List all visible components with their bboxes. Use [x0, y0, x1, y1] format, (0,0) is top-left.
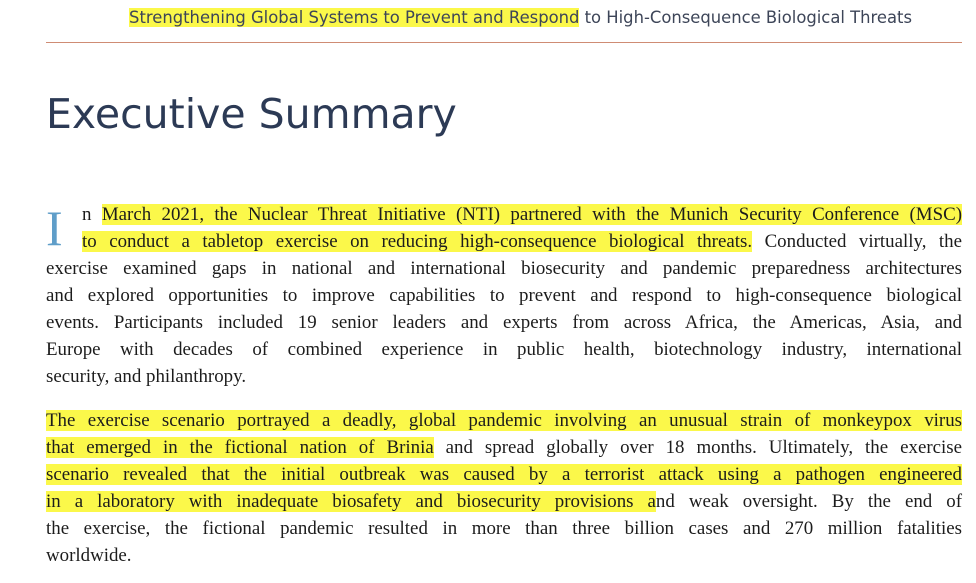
paragraph-2-line-3 — [46, 461, 962, 488]
text-run: n — [82, 204, 102, 225]
paragraph-2-line-1 — [46, 407, 962, 434]
paragraph-2 — [46, 407, 962, 569]
paragraph-2-line-2 — [46, 434, 962, 461]
highlighted-text: that emerged in the fictional nation of Brinia — [46, 437, 434, 458]
paragraph-1-line-6: Europe with decades of combined experience in public health, biotechnology industry, international — [46, 339, 962, 360]
paragraph-1-line-7: security, and philanthropy. — [46, 366, 247, 387]
paragraph-1-line-1 — [46, 201, 962, 228]
running-header-rest: to High-Consequence Biological Threats — [579, 8, 912, 27]
highlighted-text: scenario revealed that the initial outbreak was caused by a terrorist attack using a pathogen engineered — [46, 464, 962, 485]
paragraph-1-line-5: events. Participants included 19 senior leaders and experts from across Africa, the Americas, Asia, and — [46, 312, 962, 333]
drop-cap: I — [46, 200, 63, 256]
highlighted-text: in a laboratory with inadequate biosafety and biosecurity provisions a — [46, 491, 656, 512]
highlighted-text: The exercise scenario portrayed a deadly, global pandemic involving an unusual strain of monkeypox virus — [46, 410, 962, 431]
running-header-highlight: Strengthening Global Systems to Prevent and Respond — [129, 8, 580, 27]
paragraph-2-line-5: the exercise, the fictional pandemic resulted in more than three billion cases and 270 million fatalities — [46, 518, 962, 539]
running-header — [0, 8, 912, 27]
paragraph-1-line-3: exercise examined gaps in national and international biosecurity and pandemic preparedness architectures — [46, 258, 962, 279]
paragraph-1-line-4: and explored opportunities to improve capabilities to prevent and respond to high-consequence biological — [46, 285, 962, 306]
highlighted-text: March 2021, the Nuclear Threat Initiative (NTI) partnered with the Munich Security Conference (MSC) — [101, 204, 963, 225]
highlighted-text: to conduct a tabletop exercise on reducing high-consequence biological threats. — [82, 231, 753, 252]
text-run: Conducted virtually, the — [752, 231, 962, 252]
text-run: nd weak oversight. By the end of — [655, 491, 962, 512]
text-run: and spread globally over 18 months. Ultimately, the exercise — [433, 437, 962, 458]
paragraph-2-line-4 — [46, 488, 962, 515]
paragraph-1 — [46, 201, 962, 390]
section-title: Executive Summary — [46, 90, 457, 138]
header-rule — [46, 42, 962, 43]
paragraph-2-line-6: worldwide. — [46, 545, 132, 566]
paragraph-1-line-2 — [46, 228, 962, 255]
